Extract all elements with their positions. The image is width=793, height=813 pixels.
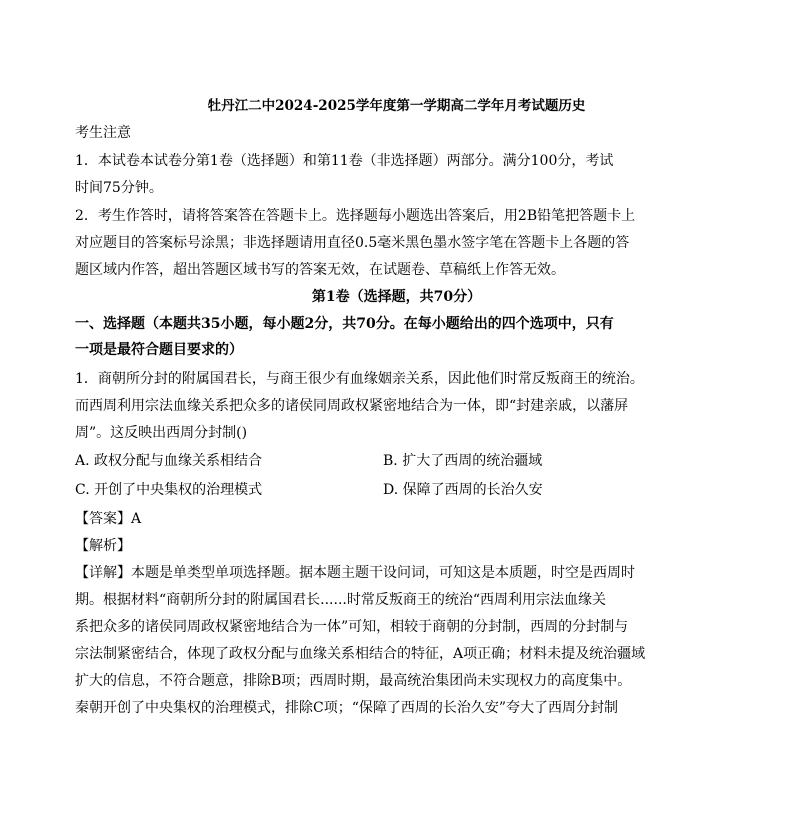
section-title: 第1卷（选择题，共70分）	[311, 289, 482, 305]
question-1-stem-line-3: 周”。这反映出西周分封制()	[75, 425, 248, 441]
question-1-stem-line-1: 1．商朝所分封的附属国君长，与商王很少有血缘姻亲关系，因此他们时常反叛商王的统治。	[75, 371, 644, 387]
analysis-label: 【解析】	[75, 538, 131, 554]
option-c: C. 开创了中央集权的治理模式	[75, 482, 263, 498]
detail-line-5: 扩大的信息，不符合题意，排除B项；西周时期，最高统治集团尚未实现权力的高度集中。	[75, 673, 632, 689]
detail-line-6: 秦朝开创了中央集权的治理模式，排除C项；“保障了西周的长治久安”夸大了西周分封制	[75, 700, 619, 716]
notice-2-line-1: 2．考生作答时，请将答案答在答题卡上。选择题每小题选出答案后，用2B铅笔把答题卡上	[75, 208, 636, 224]
answer-label: 【答案】A	[75, 511, 142, 527]
exam-title: 牡丹江二中2024-2025学年度第一学期高二学年月考试题历史	[207, 98, 586, 114]
option-d: D. 保障了西周的长治久安	[383, 482, 543, 498]
notice-1-line-2: 时间75分钟。	[75, 180, 163, 196]
detail-line-1: 【详解】本题是单类型单项选择题。据本题主题干设问词，可知这是本质题，时空是西周时	[75, 565, 635, 581]
question-1-stem-line-2: 而西周利用宗法血缘关系把众多的诸侯同周政权紧密地结合为一体，即“封建亲戚，以藩屏	[75, 398, 629, 414]
part-heading-line-2: 一项是最符合题目要求的）	[75, 342, 243, 358]
part-heading-line-1: 一、选择题（本题共35小题，每小题2分，共70分。在每小题给出的四个选项中，只有	[75, 316, 614, 332]
detail-line-3: 系把众多的诸侯同周政权紧密地结合为一体”可知，相较于商朝的分封制，西周的分封制与	[75, 619, 629, 635]
notice-heading: 考生注意	[75, 125, 131, 141]
detail-line-2: 期。根据材料“商朝所分封的附属国君长......时常反叛商王的统治“西周利用宗法血缘关	[75, 592, 607, 608]
notice-2-line-3: 题区域内作答，超出答题区域书写的答案无效，在试题卷、草稿纸上作答无效。	[75, 262, 565, 278]
notice-1-line-1: 1．本试卷本试卷分第1卷（选择题）和第11卷（非选择题）两部分。满分100分，考试	[75, 153, 614, 169]
option-b: B. 扩大了西周的统治疆域	[383, 453, 543, 469]
detail-line-4: 宗法制紧密结合，体现了政权分配与血缘关系相结合的特征，A项正确；材料未提及统治疆域	[75, 646, 646, 662]
option-a: A. 政权分配与血缘关系相结合	[75, 453, 263, 469]
notice-2-line-2: 对应题目的答案标号涂黑；非选择题请用直径0.5毫米黑色墨水签字笔在答题卡上各题的答	[75, 235, 630, 251]
